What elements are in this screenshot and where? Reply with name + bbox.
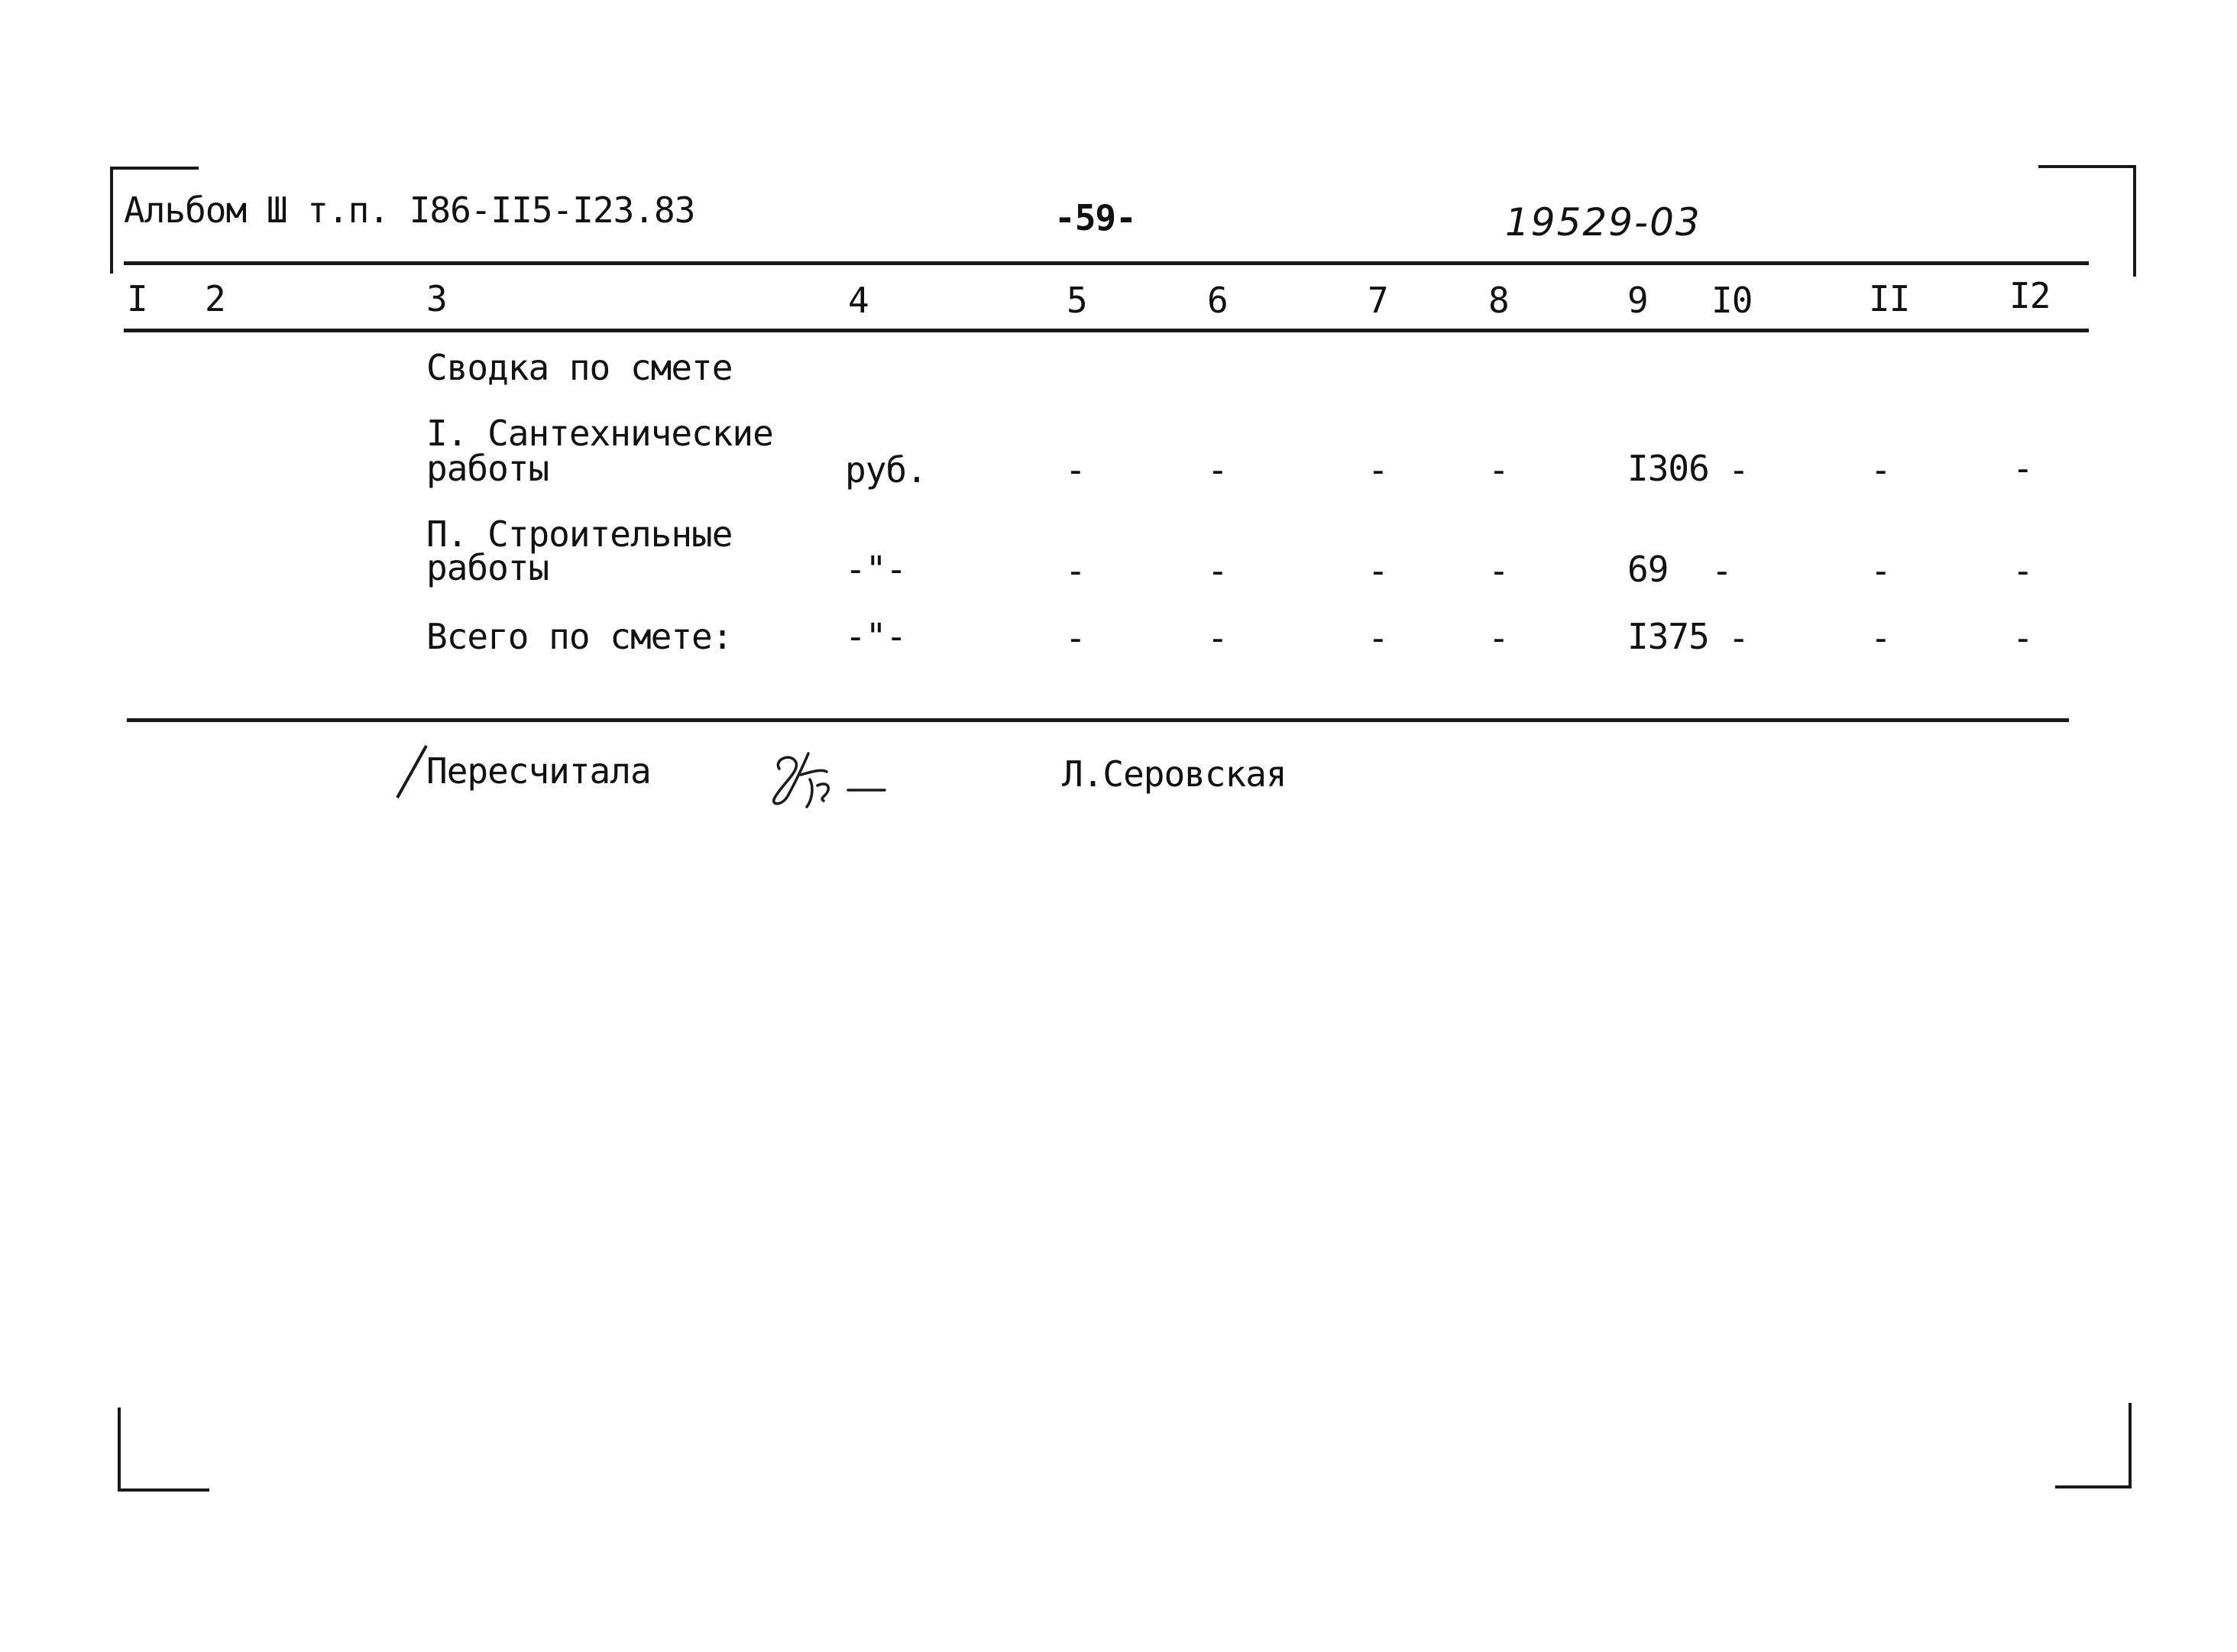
row-col10: -	[1728, 449, 1749, 491]
recalculated-by-label: Пересчитала	[426, 750, 651, 792]
corner-bracket-bottom-right	[2129, 1403, 2132, 1488]
row-name-line2: работы	[426, 448, 549, 489]
corner-bracket-top-right	[2038, 165, 2136, 168]
column-number-9: 9	[1627, 280, 1648, 321]
column-number-11: II	[1869, 278, 1910, 319]
recalculated-by-name: Л.Серовская	[1062, 753, 1287, 795]
row-col11: -	[1870, 550, 1891, 591]
row-col9: 69	[1627, 549, 1669, 590]
row-col5: -	[1065, 550, 1086, 591]
row-col7: -	[1368, 617, 1388, 659]
row-col6: -	[1207, 617, 1228, 659]
document-code: 19529-03	[1505, 200, 1701, 245]
row-name-line2: работы	[426, 547, 549, 588]
row-col6: -	[1207, 449, 1228, 491]
row-col7: -	[1368, 449, 1388, 491]
corner-bracket-bottom-right-horizontal	[2055, 1485, 2132, 1488]
row-col8: -	[1488, 550, 1509, 591]
row-col11: -	[1870, 449, 1891, 491]
row-col5: -	[1065, 617, 1086, 659]
table-end-rule	[127, 718, 2069, 722]
row-unit: -"-	[845, 549, 907, 590]
row-col8: -	[1488, 449, 1509, 491]
column-number-7: 7	[1368, 280, 1388, 321]
corner-bracket-bottom-left-horizontal	[118, 1488, 209, 1492]
slash-mark	[393, 741, 431, 802]
column-number-2: 2	[205, 278, 225, 319]
row-unit: руб.	[845, 449, 927, 491]
corner-bracket-top-right-vertical	[2133, 165, 2136, 277]
header-rule-top	[124, 261, 2089, 265]
row-col5: -	[1065, 449, 1086, 491]
row-col11: -	[1870, 617, 1891, 659]
corner-bracket-bottom-left	[118, 1407, 121, 1492]
row-col9: I306	[1627, 448, 1709, 489]
album-designation: Альбом Ш т.п. I86-II5-I23.83	[124, 189, 695, 231]
row-col9: I375	[1627, 616, 1709, 657]
column-number-8: 8	[1488, 280, 1509, 321]
corner-bracket-top-left-vertical	[110, 167, 113, 274]
header-rule-bottom	[124, 329, 2089, 332]
column-number-4: 4	[848, 280, 869, 321]
column-number-3: 3	[426, 278, 447, 319]
column-number-5: 5	[1067, 280, 1087, 321]
row-col12: -	[2012, 448, 2033, 489]
row-col12: -	[2012, 617, 2033, 659]
row-unit: -"-	[845, 616, 907, 657]
column-number-12: I2	[2009, 275, 2051, 316]
row-name-line1: Всего по смете:	[426, 616, 733, 657]
row-name-line1: П. Строительные	[426, 513, 733, 555]
column-number-1: I	[127, 278, 147, 319]
handwritten-signature	[766, 746, 895, 815]
section-title: Сводка по смете	[426, 347, 733, 388]
row-col6: -	[1207, 550, 1228, 591]
corner-bracket-top-left	[110, 167, 199, 170]
row-col10: -	[1728, 617, 1749, 659]
page-number: -59-	[1054, 197, 1136, 238]
row-col12: -	[2012, 550, 2033, 591]
column-number-6: 6	[1207, 280, 1228, 321]
row-col10: -	[1711, 550, 1732, 591]
row-col8: -	[1488, 617, 1509, 659]
row-col7: -	[1368, 550, 1388, 591]
column-number-10: I0	[1711, 280, 1753, 321]
row-name-line1: I. Сантехнические	[426, 413, 773, 454]
